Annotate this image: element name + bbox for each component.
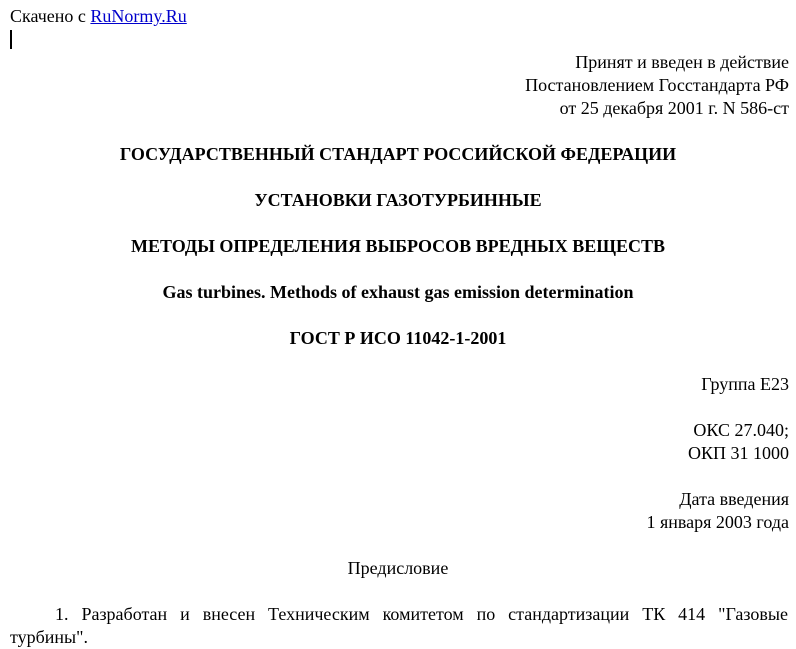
foreword-item-1-line-2: турбины". [10,627,88,647]
intro-date-block [646,488,789,534]
adoption-line-3: от 25 декабря 2001 г. N 586-ст [559,98,789,118]
group-label: Группа Е23 [701,374,789,394]
adoption-line-2: Постановлением Госстандарта РФ [525,75,789,95]
title-ru-1: УСТАНОВКИ ГАЗОТУРБИННЫЕ [254,190,542,210]
foreword-item-1 [10,603,788,649]
classification-block [688,419,789,465]
oks-code: ОКС 27.040; [693,420,789,440]
foreword-heading: Предисловие [347,558,449,578]
source-link[interactable]: RuNormy.Ru [90,6,187,26]
group-block [701,373,789,396]
adoption-line-1: Принят и введен в действие [575,52,789,72]
standard-designation: ГОСТ Р ИСО 11042-1-2001 [289,328,507,348]
intro-date-label: Дата введения [679,489,789,509]
title-ru-2: МЕТОДЫ ОПРЕДЕЛЕНИЯ ВЫБРОСОВ ВРЕДНЫХ ВЕЩЕСТВ [130,236,666,256]
source-line [10,5,187,27]
standard-type-heading: ГОСУДАРСТВЕННЫЙ СТАНДАРТ РОССИЙСКОЙ ФЕДЕРАЦИИ [119,144,677,164]
source-prefix: Скачено с [10,6,91,26]
text-cursor [10,30,12,49]
okp-code: ОКП 31 1000 [687,443,789,463]
title-en: Gas turbines. Methods of exhaust gas emission determination [162,282,634,302]
intro-date-value: 1 января 2003 года [646,512,789,532]
foreword-item-1-line-1: 1. Разработан и внесен Техническим комитетом по стандартизации ТК 414 "Газовые [55,604,788,624]
adoption-block [525,51,789,120]
